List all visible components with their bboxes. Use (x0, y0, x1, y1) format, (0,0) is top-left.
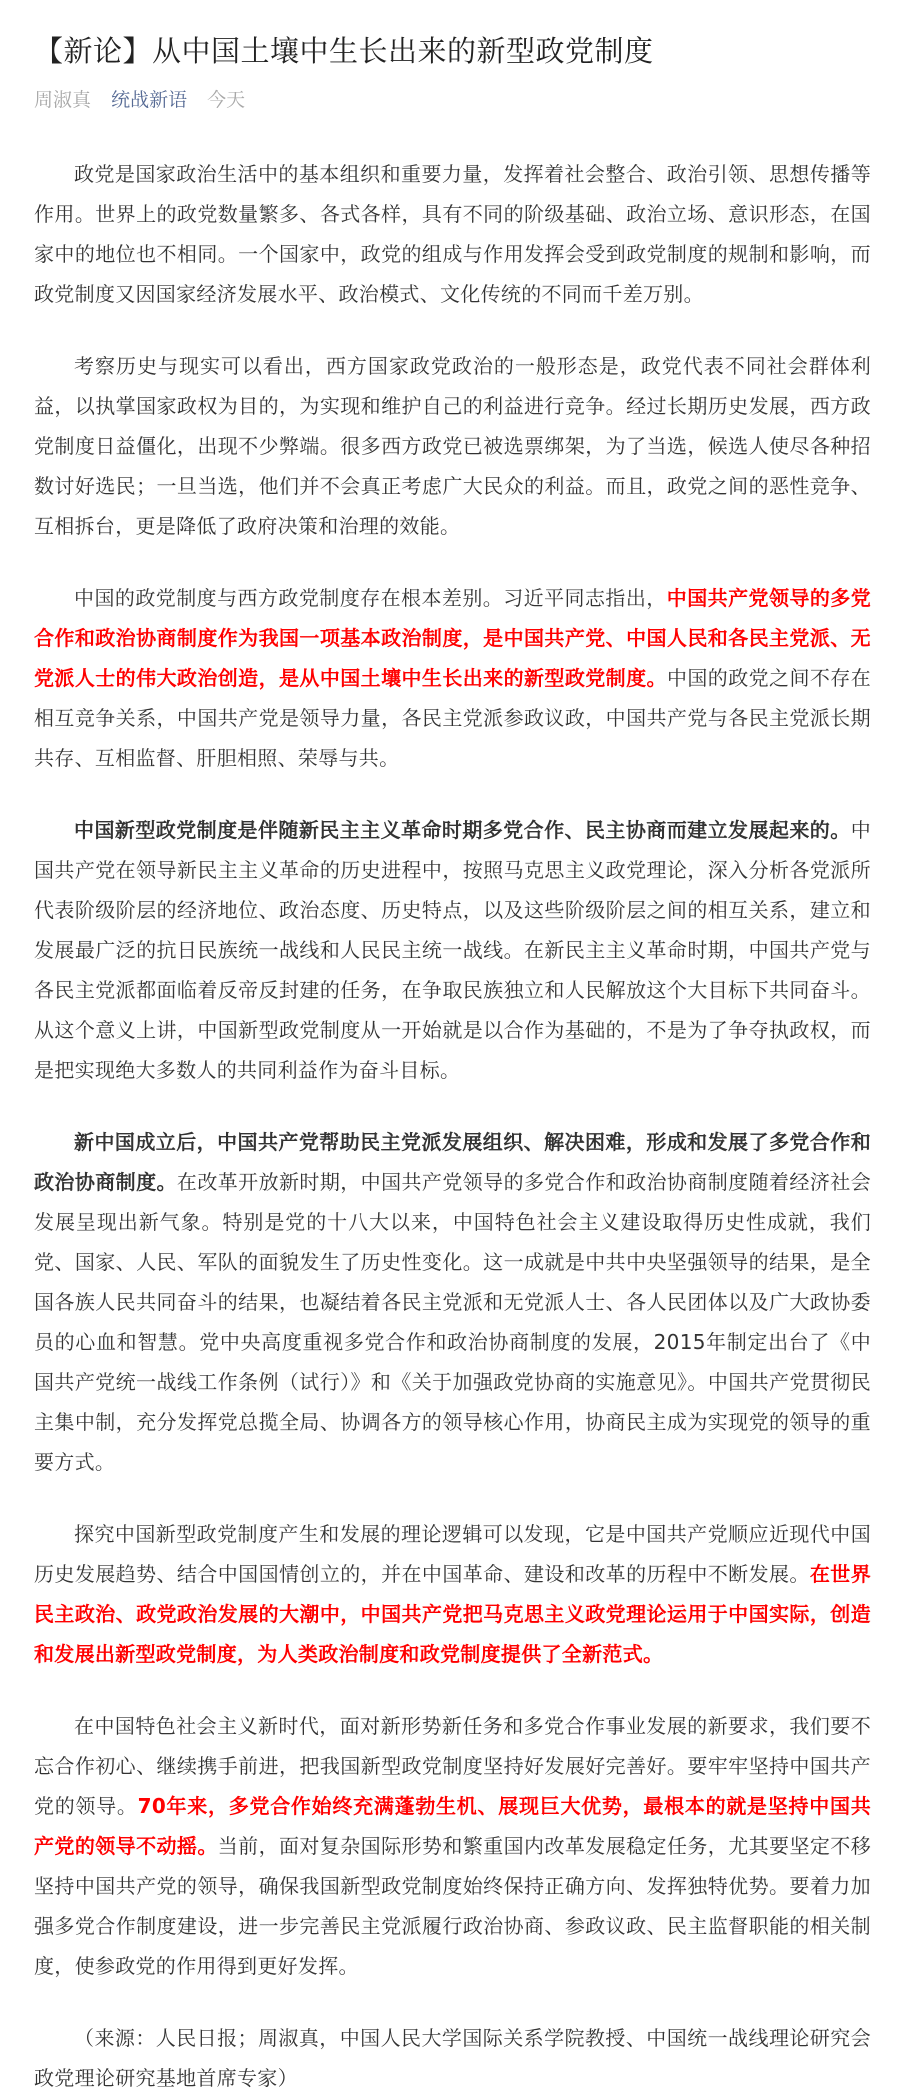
paragraph (34, 346, 871, 546)
highlighted-text: 70年来，多党合作始终充满蓬勃生机、展现巨大优势，最根本的就是坚持中国共产党的领导不动摇。 (34, 1794, 872, 1858)
body-text: 政党是国家政治生活中的基本组织和重要力量，发挥着社会整合、政治引领、思想传播等作用。世界上的政党数量繁多、各式各样，具有不同的阶级基础、政治立场、意识形态，在国家中的地位也不相同。一个国家中，政党的组成与作用发挥会受到政党制度的规制和影响，而政党制度又因国家经济发展水平、政治模式、文化传统的不同而千差万别。 (34, 162, 871, 306)
article-title: 【新论】从中国土壤中生长出来的新型政党制度 (34, 34, 654, 68)
body-text: 中国共产党在领导新民主主义革命的历史进程中，按照马克思主义政党理论，深入分析各党派所代表阶级阶层的经济地位、政治态度、历史特点，以及这些阶级阶层之间的相互关系，建立和发展最广泛的抗日民族统一战线和人民民主统一战线。在新民主主义革命时期，中国共产党与各民主党派都面临着反帝反封建的任务，在争取民族独立和人民解放这个大目标下共同奋斗。从这个意义上讲，中国新型政党制度从一开始就是以合作为基础的，不是为了争夺执政权，而是把实现绝大多数人的共同利益作为奋斗目标。 (34, 818, 871, 1082)
account-name-link[interactable]: 统战新语 (111, 89, 188, 111)
paragraph (34, 1706, 871, 1986)
body-text: 考察历史与现实可以看出，西方国家政党政治的一般形态是，政党代表不同社会群体利益，以执掌国家政权为目的，为实现和维护自己的利益进行竞争。经过长期历史发展，西方政党制度日益僵化，出现不少弊端。很多西方政党已被选票绑架，为了当选，候选人使尽各种招数讨好选民；一旦当选，他们并不会真正考虑广大民众的利益。而且，政党之间的恶性竞争、互相拆台，更是降低了政府决策和治理的效能。 (34, 354, 871, 538)
article-body (34, 154, 871, 1986)
body-text: 当前，面对复杂国际形势和繁重国内改革发展稳定任务，尤其要坚定不移坚持中国共产党的领导，确保我国新型政党制度始终保持正确方向、发挥独特优势。要着力加强多党合作制度建设，进一步完善民主党派履行政治协商、参政议政、民主监督职能的相关制度，使参政党的作用得到更好发挥。 (34, 1834, 871, 1978)
author-name: 周淑真 (34, 89, 92, 111)
paragraph (34, 1122, 871, 1482)
highlighted-text: 在世界民主政治、政党政治发展的大潮中，中国共产党把马克思主义政党理论运用于中国实际，创造和发展出新型政党制度，为人类政治制度和政党制度提供了全新范式。 (34, 1562, 871, 1666)
article-source (34, 2018, 871, 2098)
paragraph (34, 578, 871, 778)
source-note: （来源：人民日报；周淑真，中国人民大学国际关系学院教授、中国统一战线理论研究会政党理论研究基地首席专家） (34, 2026, 871, 2090)
publish-date: 今天 (207, 89, 246, 111)
paragraph (34, 154, 871, 314)
body-text: 中国的政党之间不存在相互竞争关系，中国共产党是领导力量，各民主党派参政议政，中国共产党与各民主党派长期共存、互相监督、肝胆相照、荣辱与共。 (34, 666, 871, 770)
body-text: 在改革开放新时期，中国共产党领导的多党合作和政治协商制度随着经济社会发展呈现出新气象。特别是党的十八大以来，中国特色社会主义建设取得历史性成就，我们党、国家、人民、军队的面貌发生了历史性变化。这一成就是中共中央坚强领导的结果，是全国各族人民共同奋斗的结果，也凝结着各民主党派和无党派人士、各人民团体以及广大政协委员的心血和智慧。党中央高度重视多党合作和政治协商制度的发展，2015年制定出台了《中国共产党统一战线工作条例（试行）》和《关于加强政党协商的实施意见》。中国共产党贯彻民主集中制，充分发挥党总揽全局、协调各方的领导核心作用，协商民主成为实现党的领导的重要方式。 (34, 1170, 871, 1474)
bold-text: 新中国成立后，中国共产党帮助民主党派发展组织、解决困难，形成和发展了多党合作和政治协商制度。 (34, 1130, 871, 1194)
paragraph (34, 810, 871, 1090)
highlighted-text: 中国共产党领导的多党合作和政治协商制度作为我国一项基本政治制度，是中国共产党、中国人民和各民主党派、无党派人士的伟大政治创造，是从中国土壤中生长出来的新型政党制度。 (34, 586, 872, 690)
paragraph (34, 1514, 871, 1674)
body-text: 探究中国新型政党制度产生和发展的理论逻辑可以发现，它是中国共产党顺应近现代中国历史发展趋势、结合中国国情创立的，并在中国革命、建设和改革的历程中不断发展。 (34, 1522, 871, 1586)
article-meta (34, 86, 871, 114)
body-text: 中国的政党制度与西方政党制度存在根本差别。习近平同志指出， (74, 586, 667, 610)
bold-text: 中国新型政党制度是伴随新民主主义革命时期多党合作、民主协商而建立发展起来的。 (74, 818, 851, 842)
body-text: 在中国特色社会主义新时代，面对新形势新任务和多党合作事业发展的新要求，我们要不忘合作初心、继续携手前进，把我国新型政党制度坚持好发展好完善好。要牢牢坚持中国共产党的领导。 (34, 1714, 871, 1818)
